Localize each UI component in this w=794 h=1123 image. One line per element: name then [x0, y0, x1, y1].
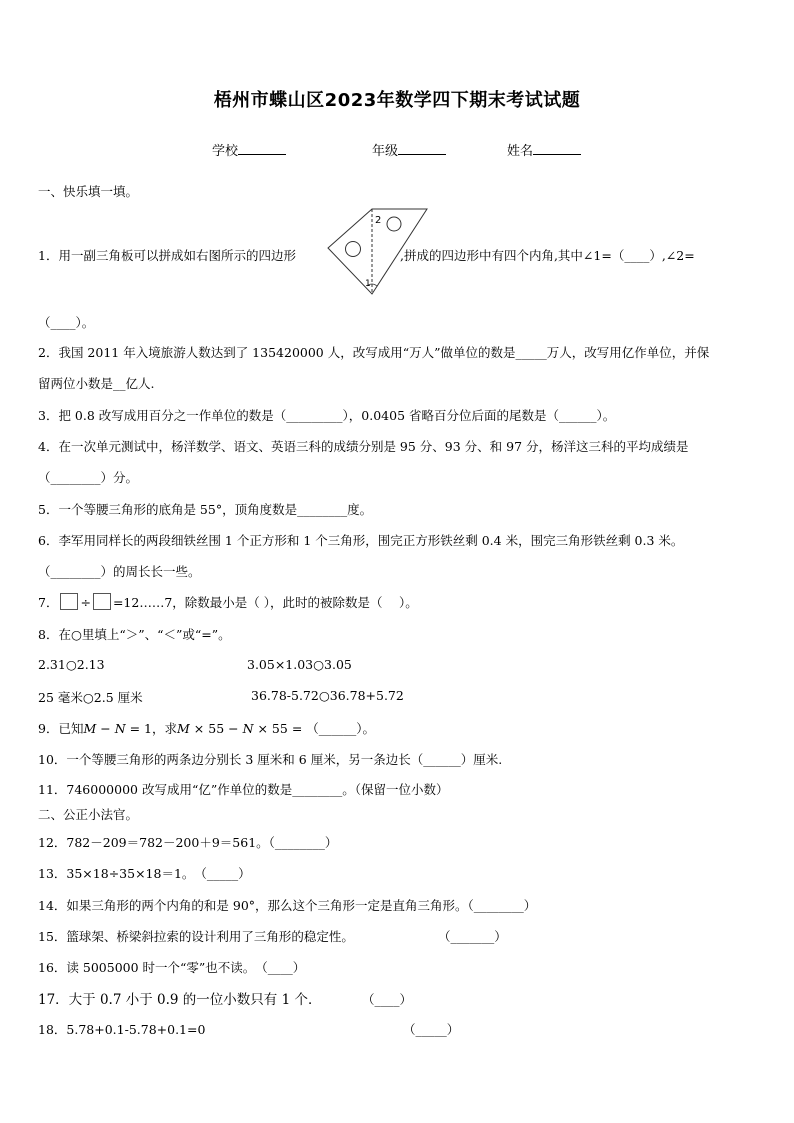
question-12: 12．782－209＝782－200＋9＝561。（________） — [38, 835, 338, 850]
right-triangle-hole — [387, 217, 401, 231]
question-1-text-a: 1．用一副三角板可以拼成如右图所示的四边形 — [38, 248, 296, 263]
question-7-text: =12……7，除数最小是（ ），此时的被除数是（ ）。 — [112, 595, 418, 610]
question-16: 16．读 5005000 时一个“零”也不读。 （____） — [38, 960, 306, 975]
question-9 — [38, 719, 375, 737]
question-8: 8．在○里填上“＞”、“＜”或“=”。 — [38, 627, 231, 642]
question-8-row-2-a: 25 毫米○2.5 厘米 — [38, 690, 143, 705]
name-blank[interactable] — [533, 141, 581, 155]
question-4-line-2: （________）分。 — [38, 470, 139, 485]
school-blank[interactable] — [238, 141, 286, 155]
question-8-row-1-b: 3.05×1.03○3.05 — [247, 657, 352, 672]
question-4-line-1: 4．在一次单元测试中，杨洋数学、语文、英语三科的成绩分别是 95 分、93 分、和 97 分，杨洋这三科的平均成绩是 — [38, 439, 689, 454]
question-10: 10．一个等腰三角形的两条边分别长 3 厘米和 6 厘米，另一条边长（______）厘米. — [38, 752, 503, 767]
name-field — [507, 140, 581, 159]
section-1-heading: 一、快乐填一填。 — [38, 184, 139, 199]
question-14: 14．如果三角形的两个内角的和是 90°，那么这个三角形一定是直角三角形。（________） — [38, 898, 537, 913]
question-7 — [38, 593, 418, 611]
angle-1-label: 1 — [365, 279, 371, 289]
question-1-text-b: ,拼成的四边形中有四个内角,其中∠1=（____）,∠2= — [399, 248, 695, 263]
question-8-row-1-a: 2.31○2.13 — [38, 657, 105, 672]
question-1 — [38, 246, 695, 264]
equals-one: = 1 — [125, 721, 152, 736]
question-17-blank[interactable]: （____） — [362, 992, 413, 1007]
question-7-number: 7． — [38, 595, 59, 610]
minus-sign: − — [96, 721, 115, 736]
school-label: 学校 — [212, 144, 239, 159]
question-13: 13．35×18÷35×18＝1。 （_____） — [38, 866, 251, 881]
question-1-continued: （____）。 — [38, 315, 95, 330]
question-9-text-a: 9．已知 — [38, 721, 84, 736]
question-17-text: 17．大于 0.7 小于 0.9 的一位小数只有 1 个． — [38, 992, 322, 1008]
question-18-text: 18．5.78+0.1-5.78+0.1=0 — [38, 1022, 206, 1037]
question-11: 11．746000000 改写成用“亿”作单位的数是________。（保留一位小数） — [38, 782, 449, 797]
var-m: M — [83, 721, 97, 736]
question-6-line-1: 6．李军用同样长的两段细铁丝围 1 个正方形和 1 个三角形，围完正方形铁丝剩 0.4 米，围完三角形铁丝剩 0.3 米。 — [38, 533, 684, 548]
var-m-2: M — [177, 721, 190, 736]
question-3: 3．把 0.8 改写成用百分之一作单位的数是（_________），0.0405 省略百分位后面的尾数是（______）。 — [38, 408, 616, 423]
question-18-blank[interactable]: （_____） — [403, 1022, 460, 1037]
question-15-text: 15．篮球架、桥梁斜拉索的设计利用了三角形的稳定性。 — [38, 929, 354, 944]
angle-2-label: 2 — [375, 215, 382, 226]
division-sign: ÷ — [80, 595, 91, 610]
school-field — [212, 140, 286, 159]
question-9-text-b: ，求 — [152, 721, 178, 736]
grade-label: 年级 — [372, 144, 399, 159]
times-55-equals: × 55 = — [253, 721, 307, 736]
times-55-minus: × 55 − — [189, 721, 243, 736]
question-2-line-1: 2．我国 2011 年入境旅游人数达到了 135420000 人，改写成用“万人”做单位的数是_____万人，改写用亿作单位，并保 — [38, 345, 710, 360]
var-n: N — [114, 721, 126, 736]
question-2-line-2: 留两位小数是__亿人. — [38, 376, 155, 391]
section-2-heading: 二、公正小法官。 — [38, 807, 139, 822]
var-n-2: N — [242, 721, 254, 736]
question-6-line-2: （________）的周长长一些。 — [38, 564, 201, 579]
question-8-row-2-b: 36.78-5.72○36.78+5.72 — [251, 688, 404, 703]
dividend-box[interactable] — [60, 593, 78, 610]
divisor-box[interactable] — [93, 593, 111, 610]
question-9-text-c: （______）。 — [306, 721, 376, 736]
page-title: 梧州市蝶山区2023年数学四下期末考试试题 — [213, 90, 581, 111]
question-15-blank[interactable]: （_______） — [438, 929, 507, 944]
grade-blank[interactable] — [398, 141, 446, 155]
name-label: 姓名 — [507, 144, 534, 159]
question-5: 5．一个等腰三角形的底角是 55°，顶角度数是________度。 — [38, 502, 373, 517]
grade-field — [372, 140, 446, 159]
